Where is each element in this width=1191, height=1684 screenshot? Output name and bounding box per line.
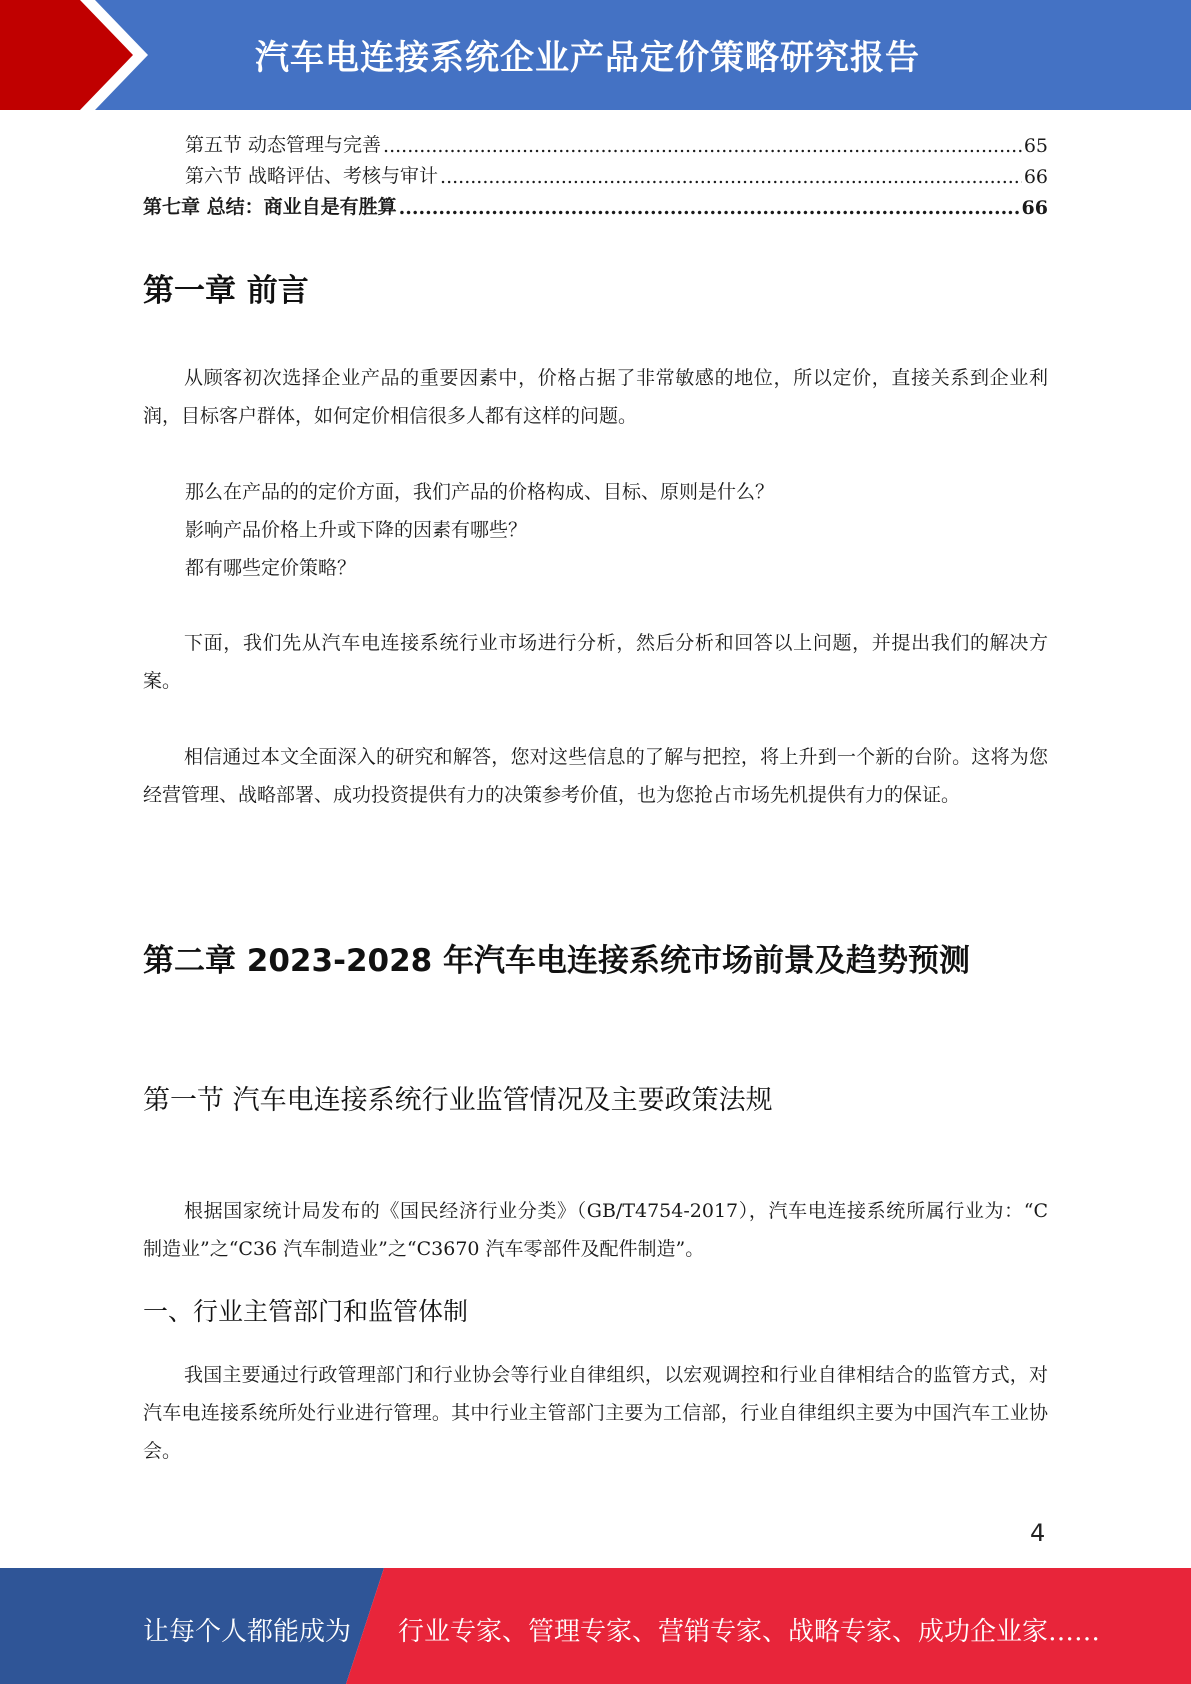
question-line: 影响产品价格上升或下降的因素有哪些？: [185, 519, 528, 541]
toc-entry[interactable]: [185, 129, 1048, 157]
footer-slogan-left: 让每个人都能成为: [143, 1617, 352, 1647]
footer-slogan-right: 行业专家、管理专家、营销专家、战略专家、成功企业家……: [398, 1617, 1101, 1647]
toc-entry[interactable]: [143, 191, 1048, 219]
page-number: 4: [1030, 1519, 1046, 1547]
toc-entry-label: 第七章 总结：商业自是有胜算: [143, 196, 397, 218]
report-title: 汽车电连接系统企业产品定价策略研究报告: [255, 38, 920, 78]
toc-entry-label: 第五节 动态管理与完善: [185, 134, 382, 156]
page-header: [0, 0, 1191, 110]
toc-leader-dots: [440, 166, 1022, 188]
page-footer: [0, 1568, 1191, 1684]
chapter-2-paragraph-1: 根据国家统计局发布的《国民经济行业分类》（GB/T4754-2017），汽车电连接系统所属行业为：“C 制造业”之“C36 汽车制造业”之“C3670 汽车零部件及配件制造”。: [143, 1200, 1048, 1260]
toc-leader-dots: [383, 135, 1022, 157]
section-1-heading: 第一节 汽车电连接系统行业监管情况及主要政策法规: [143, 1085, 773, 1116]
subsection-1-heading: 一、行业主管部门和监管体制: [143, 1297, 469, 1326]
toc-entry[interactable]: [185, 160, 1048, 188]
chapter-1-paragraph-3: 相信通过本文全面深入的研究和解答，您对这些信息的了解与把控，将上升到一个新的台阶。这将为您经营管理、战略部署、成功投资提供有力的决策参考价值，也为您抢占市场先机提供有力的保证。: [143, 746, 1048, 806]
chapter-1-paragraph-2: 下面，我们先从汽车电连接系统行业市场进行分析，然后分析和回答以上问题，并提出我们的解决方案。: [143, 632, 1048, 692]
chapter-2-heading: 第二章 2023-2028 年汽车电连接系统市场前景及趋势预测: [143, 943, 971, 979]
toc-entry-page: 65: [1023, 135, 1048, 157]
question-line: 那么在产品的的定价方面，我们产品的价格构成、目标、原则是什么？: [185, 481, 775, 503]
toc-entry-page: 66: [1021, 197, 1048, 219]
toc-entry-label: 第六节 战略评估、考核与审计: [185, 165, 439, 187]
chapter-1-paragraph-1: 从顾客初次选择企业产品的重要因素中，价格占据了非常敏感的地位，所以定价，直接关系到企业利润，目标客户群体，如何定价相信很多人都有这样的问题。: [143, 367, 1048, 427]
question-line: 都有哪些定价策略？: [185, 557, 357, 579]
chapter-1-heading: 第一章 前言: [143, 273, 309, 309]
toc-entry-page: 66: [1023, 166, 1048, 188]
chapter-2-paragraph-2: 我国主要通过行政管理部门和行业协会等行业自律组织，以宏观调控和行业自律相结合的监管方式，对汽车电连接系统所处行业进行管理。其中行业主管部门主要为工信部，行业自律组织主要为中国汽车工业协会。: [143, 1364, 1048, 1462]
toc-leader-dots: [399, 197, 1020, 219]
